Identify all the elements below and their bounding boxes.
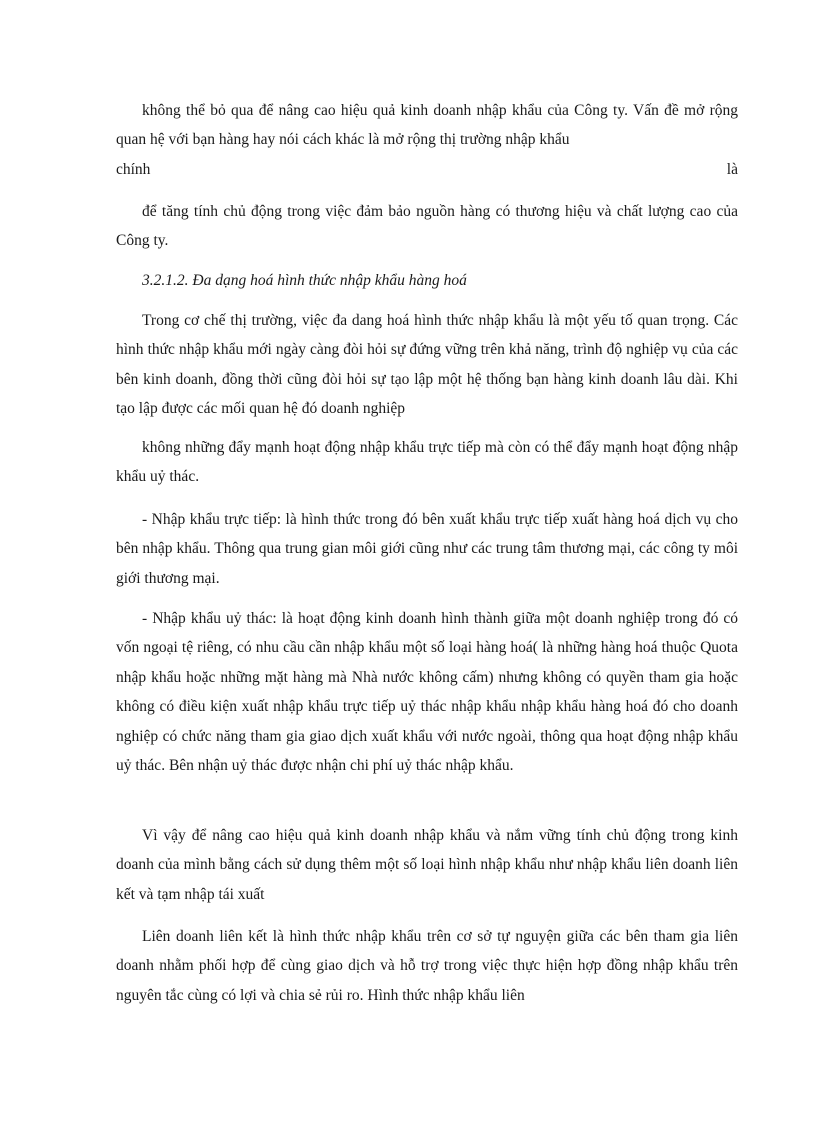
paragraph-5: - Nhập khẩu trực tiếp: là hình thức trong đó bên xuất khẩu trực tiếp xuất hàng hoá dịch vụ cho bên nhập khẩu. Thông qua trung gian môi giới cũng như các trung tâm thương mại, các công ty môi giới thương mại.	[116, 511, 738, 587]
paragraph-1-last-line: chính là	[116, 161, 738, 178]
paragraph-8: Liên doanh liên kết là hình thức nhập khẩu trên cơ sở tự nguyện giữa các bên tham gia liên doanh nhằm phối hợp để cùng giao dịch và hỗ trợ trong việc thực hiện hợp đồng nhập khẩu trên nguyên tắc cùng có lợi và chia sẻ rủi ro. Hình thức nhập khẩu liên	[116, 928, 738, 1004]
paragraph-3: Trong cơ chế thị trường, việc đa dang hoá hình thức nhập khẩu là một yếu tố quan trọng. Các hình thức nhập khẩu mới ngày càng đòi hỏi sự đứng vững trên khả năng, trình độ nghiệp vụ của các bên kinh doanh, đồng thời cũng đòi hỏi sự tạo lập một hệ thống bạn hàng kinh doanh lâu dài. Khi tạo lập được các mối quan hệ đó doanh nghiệp	[116, 312, 738, 418]
paragraph-7: Vì vậy để nâng cao hiệu quả kinh doanh nhập khẩu và nắm vững tính chủ động trong kinh doanh của mình bằng cách sử dụng thêm một số loại hình nhập khẩu như nhập khẩu liên doanh liên kết và tạm nhập tái xuất	[116, 827, 738, 903]
paragraph-1: không thể bỏ qua để nâng cao hiệu quả kinh doanh nhập khẩu của Công ty. Vấn đề mở rộng quan hệ với bạn hàng hay nói cách khác là mở rộng thị trường nhập khẩu	[116, 102, 738, 149]
paragraph-6: - Nhập khẩu uỷ thác: là hoạt động kinh doanh hình thành giữa một doanh nghiệp trong đó có vốn ngoại tệ riêng, có nhu cầu cần nhập khẩu một số loại hàng hoá( là những hàng hoá thuộc Quota nhập khẩu hoặc những mặt hàng mà Nhà nước không cấm) nhưng không có quyền tham gia hoặc không có điều kiện xuất nhập khẩu trực tiếp uỷ thác nhập khẩu nhập khẩu hàng hoá đó cho doanh nghiệp có chức năng tham gia giao dịch xuất khẩu với nước ngoài, thông qua hoạt động nhập khẩu uỷ thác. Bên nhận uỷ thác được nhận chi phí uỷ thác nhập khẩu.	[116, 610, 738, 775]
paragraph-2: để tăng tính chủ động trong việc đảm bảo nguồn hàng có thương hiệu và chất lượng cao của Công ty.	[116, 203, 738, 250]
paragraph-4: không những đẩy mạnh hoạt động nhập khẩu trực tiếp mà còn có thể đẩy mạnh hoạt động nhập khẩu uỷ thác.	[116, 439, 738, 486]
section-heading: 3.2.1.2. Đa dạng hoá hình thức nhập khẩu hàng hoá	[142, 272, 467, 289]
